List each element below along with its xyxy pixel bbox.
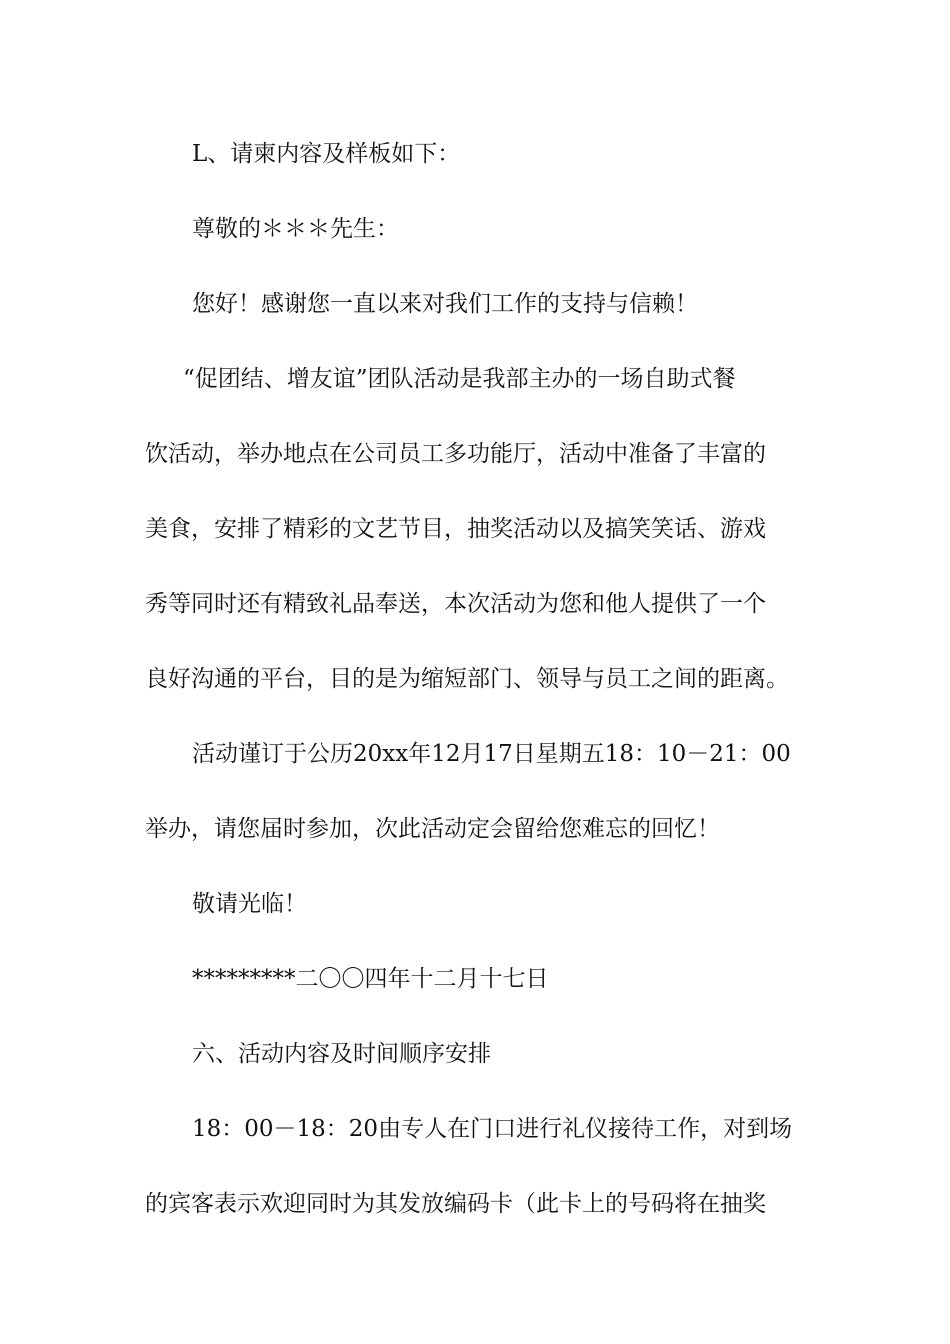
text-line: 的宾客表示欢迎同时为其发放编码卡（此卡上的号码将在抽奖 bbox=[145, 1191, 766, 1217]
text-line: 良好沟通的平台，目的是为缩短部门、领导与员工之间的距离。 bbox=[145, 666, 789, 692]
text-line: 六、活动内容及时间顺序安排 bbox=[192, 1041, 491, 1067]
text-line: 您好！感谢您一直以来对我们工作的支持与信赖！ bbox=[192, 291, 698, 317]
text-line: “促团结、增友谊”团队活动是我部主办的一场自助式餐 bbox=[183, 366, 736, 392]
document-body bbox=[145, 117, 810, 1242]
text-line: 秀等同时还有精致礼品奉送，本次活动为您和他人提供了一个 bbox=[145, 591, 766, 617]
text-line: 举办，请您届时参加，次此活动定会留给您难忘的回忆！ bbox=[145, 816, 720, 842]
text-line: 美食，安排了精彩的文艺节目，抽奖活动以及搞笑笑话、游戏 bbox=[145, 516, 766, 542]
text-line: 饮活动，举办地点在公司员工多功能厅，活动中准备了丰富的 bbox=[145, 441, 766, 467]
text-line: 尊敬的＊＊＊先生： bbox=[192, 216, 399, 242]
text-line: *********二〇〇四年十二月十七日 bbox=[192, 966, 549, 992]
text-line: L、请柬内容及样板如下： bbox=[192, 141, 461, 167]
text-line: 敬请光临！ bbox=[192, 891, 307, 917]
text-line: 活动谨订于公历20xx年12月17日星期五18：10－21：00 bbox=[192, 741, 791, 767]
text-line: 18：00－18：20由专人在门口进行礼仪接待工作，对到场 bbox=[192, 1116, 793, 1142]
